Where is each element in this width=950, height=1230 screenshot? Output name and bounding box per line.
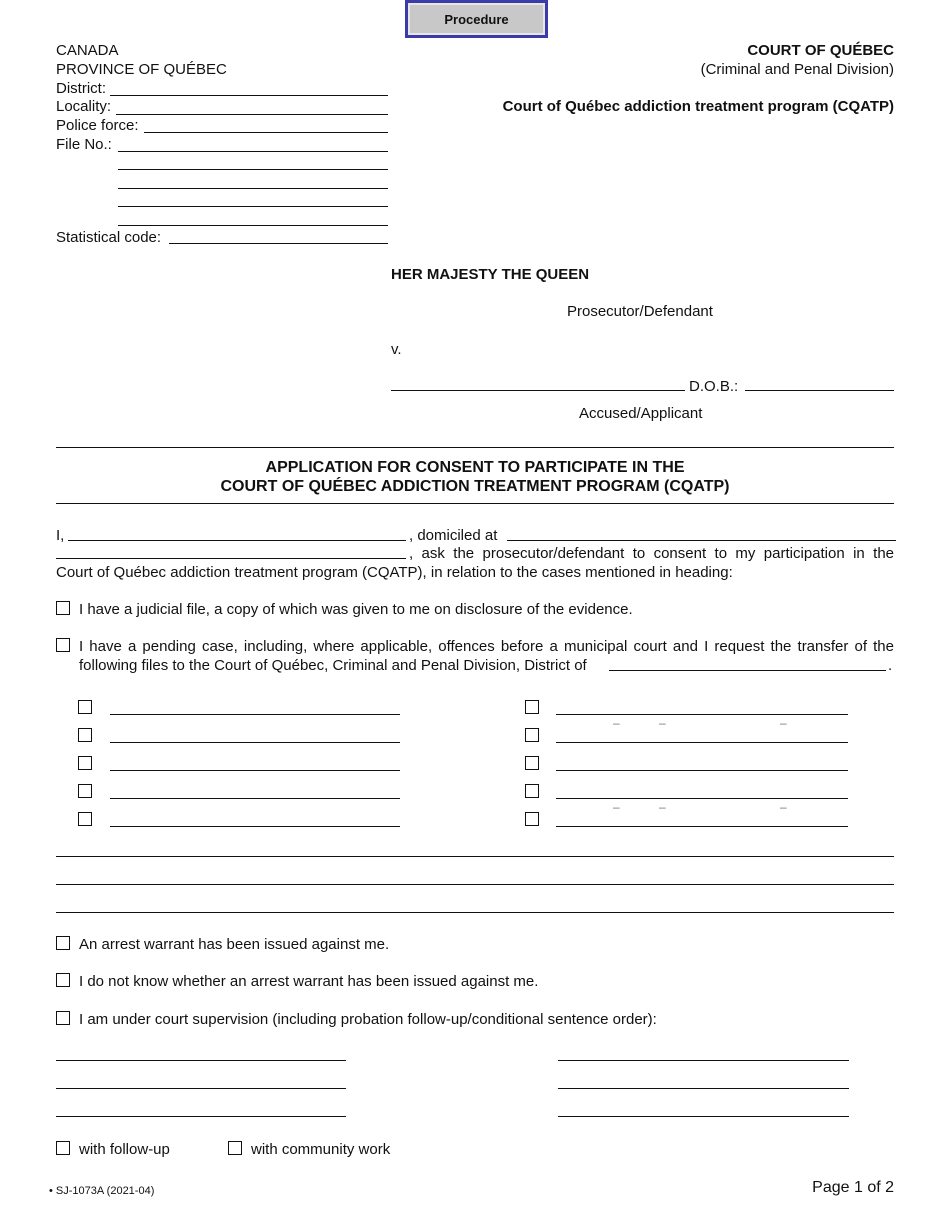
file-checkbox-left-2[interactable] (78, 728, 92, 742)
supervision-field-left-1[interactable] (56, 1060, 346, 1061)
dash-mark: – (659, 800, 666, 814)
dash-mark: – (613, 716, 620, 730)
address-field-1[interactable] (507, 540, 896, 541)
statistical-code-field[interactable] (169, 243, 388, 244)
court-division: (Criminal and Penal Division) (700, 61, 894, 78)
file-checkbox-left-4[interactable] (78, 784, 92, 798)
notes-line-3[interactable] (56, 912, 894, 913)
dob-field[interactable] (745, 390, 894, 391)
program-title: Court of Québec addiction treatment program (CQATP) (502, 98, 894, 115)
pending-case-label-2: following files to the Court of Québec, Criminal and Penal Division, District of (79, 657, 587, 674)
file-field-right-2[interactable] (556, 742, 848, 743)
file-field-right-1[interactable] (556, 714, 848, 715)
applicant-name-field[interactable] (68, 540, 406, 541)
judicial-file-label: I have a judicial file, a copy of which was given to me on disclosure of the evidence. (79, 601, 633, 618)
judicial-file-checkbox[interactable] (56, 601, 70, 615)
notes-line-1[interactable] (56, 856, 894, 857)
dash-mark: – (780, 800, 787, 814)
file-checkbox-left-5[interactable] (78, 812, 92, 826)
file-number-field-5[interactable] (118, 225, 388, 226)
file-checkbox-left-3[interactable] (78, 756, 92, 770)
procedure-button[interactable]: Procedure (405, 0, 548, 38)
file-checkbox-right-5[interactable] (525, 812, 539, 826)
notes-line-2[interactable] (56, 884, 894, 885)
file-number-field-3[interactable] (118, 188, 388, 189)
follow-up-label: with follow-up (79, 1141, 170, 1158)
ask-consent-text: , ask the prosecutor/defendant to consent to my participation in the (409, 545, 894, 562)
program-relation-text: Court of Québec addiction treatment program (CQATP), in relation to the cases mentioned in heading: (56, 564, 733, 581)
file-field-left-1[interactable] (110, 714, 400, 715)
district-field[interactable] (110, 95, 388, 96)
file-checkbox-right-2[interactable] (525, 728, 539, 742)
file-field-right-4[interactable] (556, 798, 848, 799)
file-field-left-5[interactable] (110, 826, 400, 827)
dash-mark: – (780, 716, 787, 730)
file-field-right-3[interactable] (556, 770, 848, 771)
community-work-label: with community work (251, 1141, 391, 1158)
her-majesty-label: HER MAJESTY THE QUEEN (391, 266, 590, 283)
warrant-unknown-label: I do not know whether an arrest warrant has been issued against me. (79, 973, 539, 990)
accused-label: Accused/Applicant (579, 405, 703, 422)
court-supervision-checkbox[interactable] (56, 1011, 70, 1025)
file-field-right-5[interactable] (556, 826, 848, 827)
country-label: CANADA (56, 42, 119, 59)
file-checkbox-left-1[interactable] (78, 700, 92, 714)
file-number-label: File No.: (56, 136, 112, 153)
district-of-field[interactable] (609, 670, 886, 671)
court-title: COURT OF QUÉBEC (747, 42, 894, 59)
form-title-line-2: COURT OF QUÉBEC ADDICTION TREATMENT PROGRAM (CQATP) (220, 478, 730, 495)
dash-mark: – (659, 716, 666, 730)
police-force-field[interactable] (144, 132, 388, 133)
police-force-label: Police force: (56, 117, 139, 134)
community-work-checkbox[interactable] (228, 1141, 242, 1155)
supervision-field-left-2[interactable] (56, 1088, 346, 1089)
follow-up-checkbox[interactable] (56, 1141, 70, 1155)
page-number: Page 1 of 2 (812, 1179, 894, 1196)
supervision-field-right-1[interactable] (558, 1060, 849, 1061)
supervision-field-right-2[interactable] (558, 1088, 849, 1089)
arrest-warrant-label: An arrest warrant has been issued against me. (79, 936, 390, 953)
district-label: District: (56, 80, 106, 97)
domiciled-label: , domiciled at (409, 527, 498, 544)
form-code: • SJ-1073A (2021-04) (49, 1185, 155, 1197)
period: . (888, 657, 893, 674)
file-field-left-3[interactable] (110, 770, 400, 771)
file-field-left-2[interactable] (110, 742, 400, 743)
file-checkbox-right-1[interactable] (525, 700, 539, 714)
statistical-code-label: Statistical code: (56, 229, 162, 246)
accused-name-field[interactable] (391, 390, 685, 391)
locality-label: Locality: (56, 98, 112, 115)
province-label: PROVINCE OF QUÉBEC (56, 61, 227, 78)
title-bottom-rule (56, 503, 894, 504)
title-top-rule (56, 447, 894, 448)
file-field-left-4[interactable] (110, 798, 400, 799)
file-checkbox-right-3[interactable] (525, 756, 539, 770)
versus-label: v. (391, 341, 402, 358)
form-title-line-1: APPLICATION FOR CONSENT TO PARTICIPATE IN THE (265, 459, 685, 476)
file-number-field-1[interactable] (118, 151, 388, 152)
prosecutor-label: Prosecutor/Defendant (567, 303, 713, 320)
pending-case-checkbox[interactable] (56, 638, 70, 652)
dob-label: D.O.B.: (689, 378, 739, 395)
warrant-unknown-checkbox[interactable] (56, 973, 70, 987)
address-field-2[interactable] (56, 558, 406, 559)
supervision-field-right-3[interactable] (558, 1116, 849, 1117)
i-label: I, (56, 527, 65, 544)
supervision-field-left-3[interactable] (56, 1116, 346, 1117)
arrest-warrant-checkbox[interactable] (56, 936, 70, 950)
file-number-field-4[interactable] (118, 206, 388, 207)
pending-case-label: I have a pending case, including, where applicable, offences before a municipal court and I request the transfer of the (79, 638, 894, 655)
file-number-field-2[interactable] (118, 169, 388, 170)
locality-field[interactable] (116, 114, 388, 115)
dash-mark: – (613, 800, 620, 814)
file-checkbox-right-4[interactable] (525, 784, 539, 798)
court-supervision-label: I am under court supervision (including probation follow-up/conditional sentence order): (79, 1011, 657, 1028)
